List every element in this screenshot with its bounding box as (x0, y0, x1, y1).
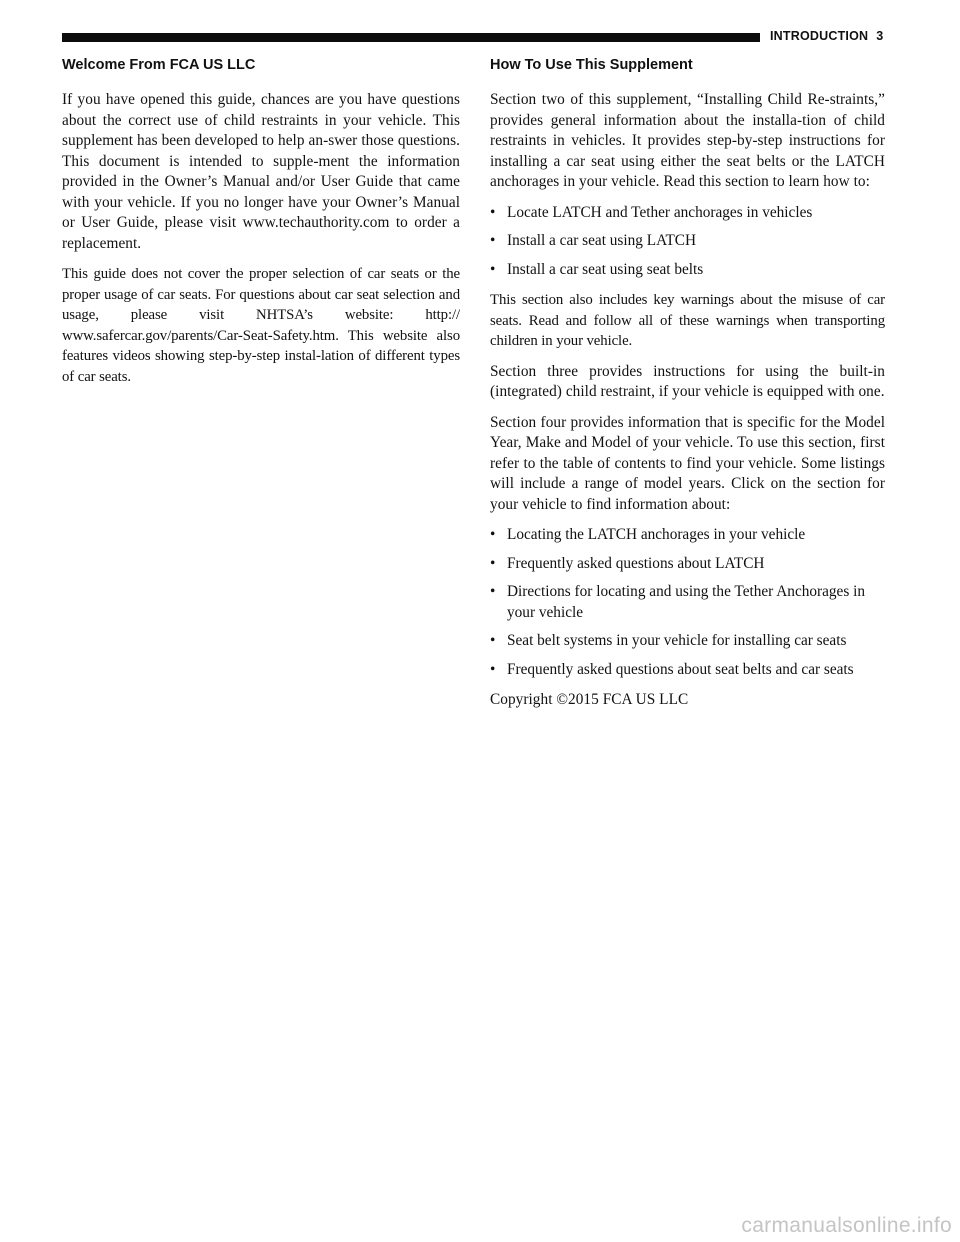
list-item: • Seat belt systems in your vehicle for installing car seats (490, 631, 885, 652)
list-item: • Install a car seat using seat belts (490, 260, 885, 281)
header-section-title: INTRODUCTION (770, 29, 869, 43)
warnings-paragraph: This section also includes key warnings about the misuse of car seats. Read and follow all of these warnings when transporting children in your vehicle. (490, 292, 885, 349)
bullet: • (490, 583, 496, 600)
list-item: • Frequently asked questions about LATCH (490, 554, 885, 575)
right-column (490, 52, 885, 721)
section-four-paragraph: Section four provides information that is specific for the Model Year, Make and Model of your vehicle. To use this section, first refer to the table of contents to find your vehicle. Some listings will include a range of model years. Click on the section for your vehicle to find information about: (490, 413, 885, 513)
list-item: • Directions for locating and using the Tether Anchorages in your vehicle (490, 583, 866, 621)
section-two-paragraph: Section two of this supplement, “Installing Child Re-straints,” provides general information about the installa-tion of child restraints in vehicles. It provides step-by-step instructions for installing a car seat using either the seat belts or the LATCH anchorages in your vehicle. Read this section to learn how to: (490, 91, 885, 190)
header-rule (62, 33, 760, 42)
learn-how-list (490, 203, 885, 281)
bullet: • (490, 232, 496, 249)
section-three-paragraph: Section three provides instructions for using the built-in (integrated) child restraint, if your vehicle is equipped with one. (490, 362, 885, 400)
how-to-use-heading: How To Use This Supplement (490, 57, 693, 73)
copyright-notice: Copyright ©2015 FCA US LLC (490, 691, 689, 708)
bullet: • (490, 632, 496, 649)
welcome-paragraph-2: This guide does not cover the proper selection of car seats or the proper usage of car seats. For questions about car seat selection and usage, please visit NHTSA’s website: http:// www.safercar.gov/parents/Car-Seat-Safety.htm. This website also features videos showing step-by-step instal-lation of different types of car seats. (62, 266, 460, 385)
bullet: • (490, 526, 496, 543)
welcome-heading: Welcome From FCA US LLC (62, 57, 256, 73)
bullet: • (490, 554, 496, 572)
list-item: • Install a car seat using LATCH (490, 231, 885, 252)
page-number: 3 (876, 29, 884, 43)
watermark: carmanualsonline.info (741, 1214, 952, 1237)
bullet: • (490, 203, 496, 221)
running-header (770, 29, 883, 43)
list-item: • Locating the LATCH anchorages in your vehicle (490, 525, 885, 546)
section-four-list (490, 525, 885, 680)
left-column (62, 52, 460, 397)
list-item: • Locate LATCH and Tether anchorages in vehicles (490, 203, 885, 224)
bullet: • (490, 660, 496, 678)
bullet: • (490, 260, 496, 278)
list-item: • Frequently asked questions about seat belts and car seats (490, 660, 885, 681)
welcome-paragraph-1: If you have opened this guide, chances are you have questions about the correct use of child restraints in your vehicle. This supplement has been developed to help an-swer those questions. This document is intended to supple-ment the information provided in the Owner’s Manual and/or User Guide that came with your vehicle. If you no longer have your Owner’s Manual or User Guide, please visit www.techauthority.com to order a replacement. (62, 91, 460, 252)
